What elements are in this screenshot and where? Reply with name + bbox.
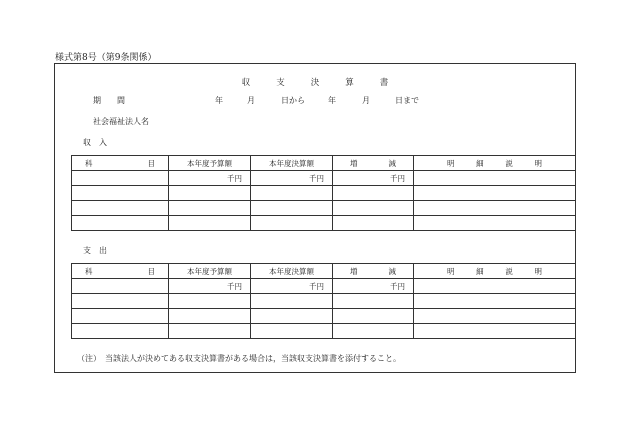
table-row <box>72 201 576 216</box>
cell-budget-unit: 千円 <box>169 171 251 186</box>
header-settled: 本年度決算額 <box>251 156 333 171</box>
corporation-name-label: 社会福祉法人名 <box>93 117 149 126</box>
table-row <box>72 324 576 339</box>
table-row <box>72 171 576 186</box>
cell-budget-unit: 千円 <box>169 279 251 294</box>
period-month-1: 月 <box>247 96 255 105</box>
header-details: 明 細 説 明 <box>414 264 576 279</box>
period-to: 日まで <box>395 96 419 105</box>
cell-diff-unit: 千円 <box>333 279 414 294</box>
table-row <box>72 309 576 324</box>
cell-details <box>414 279 576 294</box>
expense-table <box>71 263 576 339</box>
table-row <box>72 279 576 294</box>
table-row <box>72 186 576 201</box>
header-details: 明 細 説 明 <box>414 156 576 171</box>
income-table <box>71 155 576 231</box>
table-row <box>72 294 576 309</box>
expense-heading: 支 出 <box>83 246 107 255</box>
form-number-label: 様式第8号（第9条関係） <box>55 53 157 63</box>
period-from: 日から <box>281 96 305 105</box>
cell-settled-unit: 千円 <box>251 279 333 294</box>
period-year-1: 年 <box>215 96 223 105</box>
cell-item <box>72 279 169 294</box>
income-header-row <box>72 156 576 171</box>
table-row <box>72 216 576 231</box>
expense-header-row <box>72 264 576 279</box>
header-budget: 本年度予算額 <box>169 156 251 171</box>
header-budget: 本年度予算額 <box>169 264 251 279</box>
header-item: 科 目 <box>72 264 169 279</box>
footnote: （注） 当該法人が決めてある収支決算書がある場合は，当該収支決算書を添付すること。 <box>77 354 401 363</box>
period-label: 期 間 <box>93 96 125 105</box>
header-item: 科 目 <box>72 156 169 171</box>
period-year-2: 年 <box>328 96 336 105</box>
header-increase-decrease: 増 減 <box>333 264 414 279</box>
cell-diff-unit: 千円 <box>333 171 414 186</box>
header-settled: 本年度決算額 <box>251 264 333 279</box>
document-title: 収支決算書 <box>241 78 415 88</box>
income-heading: 収 入 <box>83 138 107 147</box>
document-frame <box>54 63 576 373</box>
period-month-2: 月 <box>362 96 370 105</box>
header-increase-decrease: 増 減 <box>333 156 414 171</box>
cell-settled-unit: 千円 <box>251 171 333 186</box>
cell-details <box>414 171 576 186</box>
cell-item <box>72 171 169 186</box>
